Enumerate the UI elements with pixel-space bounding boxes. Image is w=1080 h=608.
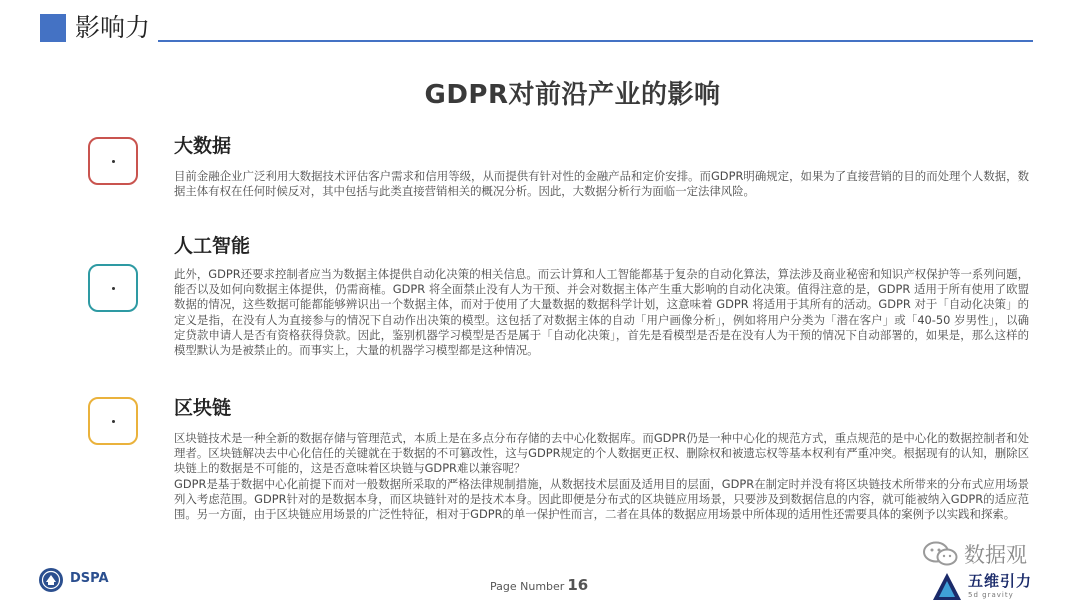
footer-org-name: DSPA [70,571,109,586]
dspa-logo-icon [38,567,64,593]
page-number-label: Page Number [490,580,565,593]
section-body-ai: 此外，GDPR还要求控制者应当为数据主体提供自动化决策的相关信息。而云计算和人工智能都基于复杂的自动化算法，算法涉及商业秘密和知识产权保护等一系列问题，能否以及如何向数据主体提供，仍需商榷。GDPR 将全面禁止没有人为干预、并会对数据主体产生重大影响的自动化决策。值得注意的是，GDPR 适用于所有使用了欧盟数据的情况，这些数据可能都能够辨识出一个数据主体，而对于使用了大量数据的数据科学计划，这意味着 GDPR 将适用于其所有的活动。GDPR 对于「自动化决策」的定义是指，在没有人为直接参与的情况下自动作出决策的模型。这包括了对数据主体的自动「用户画像分析」，例如将用户分类为「潜在客户」或「40-50 岁男性」，以确定贷款申请人是否有资格获得贷款。因此，鉴别机器学习模型是否是属于「自动化决策」，首先是看模型是否是在没有人为干预的情况下自动部署的，如果是，那么这样的模型默认为是被禁止的。而事实上，大量的机器学习模型都是这种情况。 [174,267,1029,358]
brand-subtitle: 5d gravity [968,591,1014,599]
brand-name: 五维引力 [968,572,1033,590]
section-heading-big-data: 大数据 [174,135,232,157]
section-body-blockchain: 区块链技术是一种全新的数据存储与管理范式，本质上是在多点分布存储的去中心化数据库。而GDPR仍是一种中心化的规范方式，重点规范的是中心化的数据控制者和处理者。区块链解决去中心化信任的关键就在于数据的不可篡改性，这与GDPR规定的个人数据更正权、删除权和被遗忘权等基本权利有严重冲突。根据现有的认知，删除区块链上的数据是不可能的，这是否意味着区块链与GDPR难以兼容呢？ GDPR是基于数据中心化前提下而对一般数据所采取的严格法律规制措施，从数据技术层面及适用目的层面，GDPR在制定时并没有将区块链技术所带来的分布式应用场景列入考虑范围。GDPR针对的是数据本身，而区块链针对的是技术本身。因此即便是分布式的区块链应用场景，只要涉及到数据信息的内容，就可能被纳入GDPR的适应范围。另一方面，由于区块链应用场景的广泛性特征，相对于GDPR的单一保护性而言，二者在具体的数据应用场景中所体现的适用性还需要具体的案例予以实践和探索。 [174,431,1029,522]
header-accent-square [40,14,66,42]
brand-logo-icon [930,570,964,604]
bullet-box-icon [88,137,138,185]
section-heading-blockchain: 区块链 [174,397,232,419]
dot-icon [112,420,115,423]
dot-icon [112,160,115,163]
page-number-value: 16 [567,576,589,594]
section-body-big-data: 目前金融企业广泛利用大数据技术评估客户需求和信用等级，从而提供有针对性的金融产品和定价安排。而GDPR明确规定，如果为了直接营销的目的而处理个人数据，数据主体有权在任何时候反对，其中包括与此类直接营销相关的概况分析。因此，大数据分析行为面临一定法律风险。 [174,169,1029,199]
watermark-text: 数据观 [964,543,1027,567]
page-title: GDPR对前沿产业的影响 [424,80,721,110]
dot-icon [112,287,115,290]
wechat-icon [922,540,960,568]
bullet-box-icon [88,397,138,445]
header-title: 影响力 [75,13,151,42]
page-number [490,576,588,594]
section-heading-ai: 人工智能 [174,235,251,257]
bullet-box-icon [88,264,138,312]
header-divider [158,40,1033,42]
